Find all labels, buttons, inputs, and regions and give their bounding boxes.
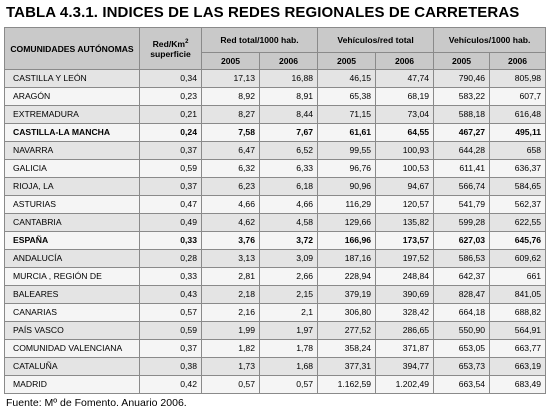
- community-name: COMUNIDAD VALENCIANA: [5, 340, 140, 358]
- red-km2-value: 0,38: [140, 358, 202, 376]
- community-name: CATALUÑA: [5, 358, 140, 376]
- red-km2-value: 0,37: [140, 178, 202, 196]
- value-cell: 805,98: [490, 70, 546, 88]
- red-km2-value: 0,34: [140, 70, 202, 88]
- value-cell: 683,49: [490, 376, 546, 394]
- red-km2-value: 0,23: [140, 88, 202, 106]
- header-year: 2006: [376, 53, 434, 70]
- community-name: PAÍS VASCO: [5, 322, 140, 340]
- value-cell: 120,57: [376, 196, 434, 214]
- value-cell: 0,57: [202, 376, 260, 394]
- table-row: [5, 124, 546, 142]
- community-name: NAVARRA: [5, 142, 140, 160]
- value-cell: 371,87: [376, 340, 434, 358]
- value-cell: 1.162,59: [318, 376, 376, 394]
- value-cell: 663,77: [490, 340, 546, 358]
- value-cell: 616,48: [490, 106, 546, 124]
- value-cell: 586,53: [434, 250, 490, 268]
- value-cell: 0,57: [260, 376, 318, 394]
- value-cell: 588,18: [434, 106, 490, 124]
- value-cell: 611,41: [434, 160, 490, 178]
- value-cell: 1,97: [260, 322, 318, 340]
- value-cell: 47,74: [376, 70, 434, 88]
- red-km2-value: 0,33: [140, 268, 202, 286]
- road-index-table: [4, 27, 546, 394]
- community-name: BALEARES: [5, 286, 140, 304]
- community-name: ARAGÓN: [5, 88, 140, 106]
- value-cell: 6,52: [260, 142, 318, 160]
- value-cell: 394,77: [376, 358, 434, 376]
- value-cell: 328,42: [376, 304, 434, 322]
- value-cell: 636,37: [490, 160, 546, 178]
- value-cell: 6,33: [260, 160, 318, 178]
- table-row: [5, 340, 546, 358]
- community-name: CANTABRIA: [5, 214, 140, 232]
- value-cell: 96,76: [318, 160, 376, 178]
- value-cell: 3,72: [260, 232, 318, 250]
- header-red-total-per-1000: Red total/1000 hab.: [202, 28, 318, 53]
- value-cell: 6,32: [202, 160, 260, 178]
- value-cell: 358,24: [318, 340, 376, 358]
- header-red-km2: Red/Km$^2$ superficie: [140, 28, 202, 70]
- red-km2-value: 0,57: [140, 304, 202, 322]
- red-km2-value: 0,28: [140, 250, 202, 268]
- table-row: [5, 178, 546, 196]
- value-cell: 286,65: [376, 322, 434, 340]
- value-cell: 828,47: [434, 286, 490, 304]
- value-cell: 68,19: [376, 88, 434, 106]
- value-cell: 100,93: [376, 142, 434, 160]
- value-cell: 4,66: [260, 196, 318, 214]
- red-km2-value: 0,24: [140, 124, 202, 142]
- community-name: MADRID: [5, 376, 140, 394]
- value-cell: 645,76: [490, 232, 546, 250]
- value-cell: 653,73: [434, 358, 490, 376]
- value-cell: 6,18: [260, 178, 318, 196]
- value-cell: 495,11: [490, 124, 546, 142]
- value-cell: 71,15: [318, 106, 376, 124]
- community-name: ASTURIAS: [5, 196, 140, 214]
- value-cell: 377,31: [318, 358, 376, 376]
- value-cell: 2,15: [260, 286, 318, 304]
- value-cell: 599,28: [434, 214, 490, 232]
- value-cell: 46,15: [318, 70, 376, 88]
- value-cell: 16,88: [260, 70, 318, 88]
- value-cell: 1,68: [260, 358, 318, 376]
- value-cell: 90,96: [318, 178, 376, 196]
- value-cell: 100,53: [376, 160, 434, 178]
- table-row: [5, 376, 546, 394]
- value-cell: 197,52: [376, 250, 434, 268]
- table-row: [5, 142, 546, 160]
- red-km2-value: 0,37: [140, 142, 202, 160]
- header-vehicles-per-1000: Vehículos/1000 hab.: [434, 28, 546, 53]
- value-cell: 277,52: [318, 322, 376, 340]
- value-cell: 116,29: [318, 196, 376, 214]
- value-cell: 65,38: [318, 88, 376, 106]
- table-row: [5, 358, 546, 376]
- value-cell: 2,81: [202, 268, 260, 286]
- value-cell: 562,37: [490, 196, 546, 214]
- table-row: [5, 70, 546, 88]
- value-cell: 94,67: [376, 178, 434, 196]
- community-name: ANDALUCÍA: [5, 250, 140, 268]
- table-row: [5, 160, 546, 178]
- value-cell: 2,16: [202, 304, 260, 322]
- value-cell: 661: [490, 268, 546, 286]
- red-km2-value: 0,59: [140, 322, 202, 340]
- value-cell: 3,09: [260, 250, 318, 268]
- table-row: [5, 196, 546, 214]
- value-cell: 6,23: [202, 178, 260, 196]
- table-row: [5, 250, 546, 268]
- value-cell: 1,99: [202, 322, 260, 340]
- header-year: 2006: [260, 53, 318, 70]
- value-cell: 73,04: [376, 106, 434, 124]
- value-cell: 4,58: [260, 214, 318, 232]
- value-cell: 379,19: [318, 286, 376, 304]
- community-name: GALICIA: [5, 160, 140, 178]
- table-row: [5, 232, 546, 250]
- value-cell: 8,27: [202, 106, 260, 124]
- value-cell: 306,80: [318, 304, 376, 322]
- table-row: [5, 322, 546, 340]
- red-km2-value: 0,43: [140, 286, 202, 304]
- header-communities: COMUNIDADES AUTÓNOMAS: [5, 28, 140, 70]
- value-cell: 467,27: [434, 124, 490, 142]
- community-name: CASTILLA-LA MANCHA: [5, 124, 140, 142]
- value-cell: 642,37: [434, 268, 490, 286]
- value-cell: 664,18: [434, 304, 490, 322]
- value-cell: 1,82: [202, 340, 260, 358]
- value-cell: 584,65: [490, 178, 546, 196]
- community-name: CASTILLA Y LEÓN: [5, 70, 140, 88]
- community-name: MURCIA , REGIÓN DE: [5, 268, 140, 286]
- red-km2-value: 0,49: [140, 214, 202, 232]
- value-cell: 653,05: [434, 340, 490, 358]
- value-cell: 8,92: [202, 88, 260, 106]
- red-km2-value: 0,42: [140, 376, 202, 394]
- community-name: RIOJA, LA: [5, 178, 140, 196]
- value-cell: 627,03: [434, 232, 490, 250]
- community-name: ESPAÑA: [5, 232, 140, 250]
- value-cell: 658: [490, 142, 546, 160]
- table-row: [5, 268, 546, 286]
- value-cell: 166,96: [318, 232, 376, 250]
- table-row: [5, 286, 546, 304]
- header-year: 2005: [318, 53, 376, 70]
- value-cell: 7,67: [260, 124, 318, 142]
- value-cell: 390,69: [376, 286, 434, 304]
- value-cell: 3,13: [202, 250, 260, 268]
- red-km2-value: 0,21: [140, 106, 202, 124]
- community-name: CANARIAS: [5, 304, 140, 322]
- value-cell: 3,76: [202, 232, 260, 250]
- red-km2-value: 0,59: [140, 160, 202, 178]
- table-row: [5, 304, 546, 322]
- value-cell: 663,54: [434, 376, 490, 394]
- value-cell: 583,22: [434, 88, 490, 106]
- value-cell: 541,79: [434, 196, 490, 214]
- value-cell: 1,78: [260, 340, 318, 358]
- value-cell: 61,61: [318, 124, 376, 142]
- community-name: EXTREMADURA: [5, 106, 140, 124]
- red-km2-value: 0,47: [140, 196, 202, 214]
- table-row: [5, 214, 546, 232]
- value-cell: 1,73: [202, 358, 260, 376]
- value-cell: 566,74: [434, 178, 490, 196]
- value-cell: 248,84: [376, 268, 434, 286]
- value-cell: 6,47: [202, 142, 260, 160]
- table-body: [5, 70, 546, 394]
- table-row: [5, 106, 546, 124]
- value-cell: 607,7: [490, 88, 546, 106]
- table-row: [5, 88, 546, 106]
- value-cell: 64,55: [376, 124, 434, 142]
- value-cell: 1.202,49: [376, 376, 434, 394]
- header-year: 2006: [490, 53, 546, 70]
- table-title: TABLA 4.3.1. INDICES DE LAS REDES REGIONALES DE CARRETERAS: [6, 4, 520, 21]
- value-cell: 2,18: [202, 286, 260, 304]
- value-cell: 228,94: [318, 268, 376, 286]
- header-year: 2005: [434, 53, 490, 70]
- value-cell: 609,62: [490, 250, 546, 268]
- header-year: 2005: [202, 53, 260, 70]
- value-cell: 8,91: [260, 88, 318, 106]
- red-km2-value: 0,37: [140, 340, 202, 358]
- value-cell: 7,58: [202, 124, 260, 142]
- value-cell: 841,05: [490, 286, 546, 304]
- value-cell: 99,55: [318, 142, 376, 160]
- value-cell: 187,16: [318, 250, 376, 268]
- value-cell: 2,1: [260, 304, 318, 322]
- value-cell: 4,62: [202, 214, 260, 232]
- source-note: Fuente: Mº de Fomento. Anuario 2006.: [6, 397, 187, 409]
- value-cell: 688,82: [490, 304, 546, 322]
- value-cell: 135,82: [376, 214, 434, 232]
- value-cell: 173,57: [376, 232, 434, 250]
- value-cell: 4,66: [202, 196, 260, 214]
- header-vehicles-per-red: Vehículos/red total: [318, 28, 434, 53]
- value-cell: 2,66: [260, 268, 318, 286]
- value-cell: 550,90: [434, 322, 490, 340]
- value-cell: 622,55: [490, 214, 546, 232]
- value-cell: 17,13: [202, 70, 260, 88]
- value-cell: 790,46: [434, 70, 490, 88]
- value-cell: 129,66: [318, 214, 376, 232]
- value-cell: 564,91: [490, 322, 546, 340]
- value-cell: 8,44: [260, 106, 318, 124]
- red-km2-value: 0,33: [140, 232, 202, 250]
- value-cell: 644,28: [434, 142, 490, 160]
- value-cell: 663,19: [490, 358, 546, 376]
